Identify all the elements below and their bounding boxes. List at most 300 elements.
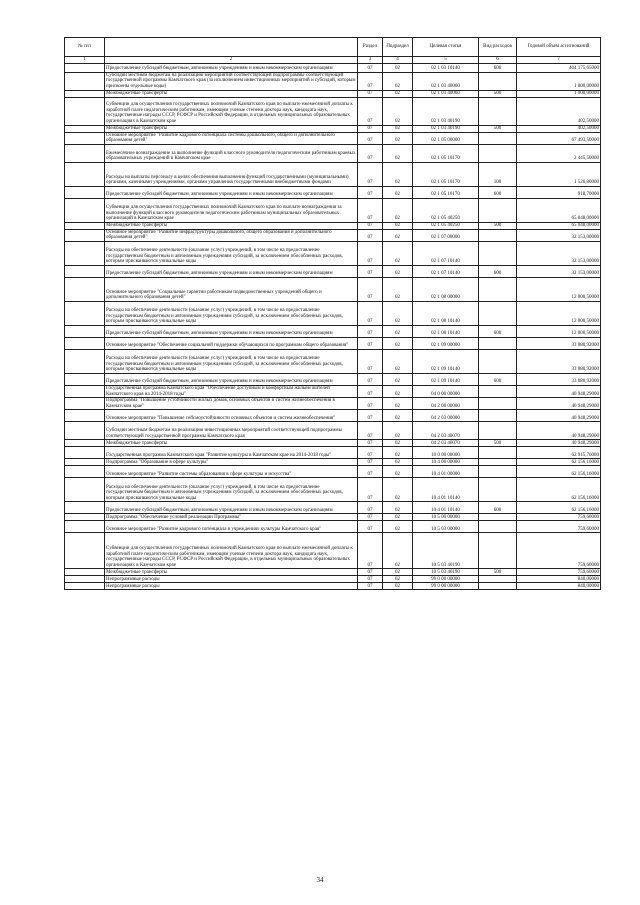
row-subsection: 02 (383, 514, 413, 521)
row-subsection: 02 (383, 277, 413, 301)
row-subsection: 02 (383, 466, 413, 478)
row-number (65, 398, 105, 410)
table-body (65, 63, 601, 590)
row-article: 99 0 00 00000 (413, 583, 479, 590)
table-row (65, 144, 601, 162)
row-article: 10 4 00 00000 (413, 459, 479, 466)
row-name: Подпрограмма "Образование в сфере культуры" (105, 459, 358, 466)
row-number (65, 229, 105, 241)
row-number (65, 125, 105, 132)
table-row (65, 349, 601, 373)
row-amount: 12 000,50000 (517, 325, 601, 337)
row-expense-type: 500 (479, 569, 517, 576)
row-amount: 840,00000 (517, 583, 601, 590)
row-number (65, 63, 105, 72)
row-number (65, 132, 105, 144)
row-article: 02 1 05 40250 (413, 222, 479, 229)
table-header-row (65, 38, 601, 57)
row-amount: 62 156,16000 (517, 466, 601, 478)
row-section: 07 (358, 447, 383, 459)
row-section: 07 (358, 385, 383, 397)
row-amount: 67 493,50000 (517, 132, 601, 144)
row-article: 02 1 07 00000 (413, 229, 479, 241)
row-name: Непрограммные расходы (105, 583, 358, 590)
row-section: 07 (358, 301, 383, 325)
row-section: 07 (358, 229, 383, 241)
row-amount: 840,00000 (517, 576, 601, 583)
row-article: 02 1 05 10170 (413, 186, 479, 198)
table-row (65, 325, 601, 337)
row-expense-type (479, 398, 517, 410)
row-subsection: 02 (383, 583, 413, 590)
row-section: 07 (358, 241, 383, 265)
table-row (65, 373, 601, 385)
table-row (65, 478, 601, 502)
row-article: 04 2 00 00000 (413, 398, 479, 410)
row-amount: 40 948,29000 (517, 440, 601, 447)
row-amount: 40 948,29000 (517, 422, 601, 440)
column-header-number: № п/п (65, 38, 105, 57)
row-subsection: 02 (383, 349, 413, 373)
table-row (65, 301, 601, 325)
row-expense-type (479, 583, 517, 590)
row-section: 07 (358, 521, 383, 533)
table-row (65, 533, 601, 569)
row-amount: 32 153,00000 (517, 241, 601, 265)
row-number (65, 583, 105, 590)
column-header-article: Целевая статья (413, 38, 479, 57)
table-row (65, 466, 601, 478)
row-subsection: 02 (383, 373, 413, 385)
row-article: 04 2 03 00000 (413, 410, 479, 422)
row-article: 10 4 01 10140 (413, 502, 479, 514)
row-expense-type (479, 144, 517, 162)
row-amount: 2 445,50000 (517, 144, 601, 162)
row-section: 07 (358, 440, 383, 447)
row-article: 02 1 05 10170 (413, 162, 479, 186)
row-amount: 404 175,65000 (517, 63, 601, 72)
row-article: 10 0 00 00000 (413, 447, 479, 459)
table-row (65, 162, 601, 186)
row-subsection: 02 (383, 440, 413, 447)
row-section: 07 (358, 222, 383, 229)
row-subsection: 02 (383, 301, 413, 325)
row-subsection: 02 (383, 385, 413, 397)
row-subsection: 02 (383, 222, 413, 229)
column-number: 4 (383, 57, 413, 64)
row-section: 07 (358, 198, 383, 222)
column-number: 2 (105, 57, 358, 64)
column-number: 1 (65, 57, 105, 64)
row-section: 07 (358, 162, 383, 186)
row-name: Основное мероприятие "Развитие системы образования в сфере культуры и искусства" (105, 466, 358, 478)
row-article: 02 1 05 00000 (413, 132, 479, 144)
row-section: 07 (358, 97, 383, 125)
row-expense-type (479, 132, 517, 144)
row-expense-type (479, 514, 517, 521)
row-article: 02 1 09 00000 (413, 337, 479, 349)
row-expense-type: 600 (479, 63, 517, 72)
row-subsection: 02 (383, 478, 413, 502)
column-header-subsection: Подраздел (383, 38, 413, 57)
row-number (65, 502, 105, 514)
row-amount: 32 153,00000 (517, 265, 601, 277)
row-expense-type: 500 (479, 90, 517, 97)
row-section: 07 (358, 265, 383, 277)
row-number (65, 410, 105, 422)
row-number (65, 514, 105, 521)
column-number: 5 (413, 57, 479, 64)
column-number-row (65, 57, 601, 64)
row-number (65, 466, 105, 478)
row-expense-type (479, 521, 517, 533)
row-subsection: 02 (383, 186, 413, 198)
row-subsection: 02 (383, 337, 413, 349)
table-row (65, 63, 601, 72)
row-name: Субвенции для осуществления государственных полномочий Камчатского края по выплате ежемесячной доплаты к заработной плате педагогическим работникам, имеющим ученые степени доктора наук, кандидата наук, государственные награды СССР, РСФСР и Российской Федерации, в отдельных муниципальных образовательных организациях в Камчатском крае (105, 97, 358, 125)
row-name: Расходы на выплаты персоналу в целях обеспечения выполнения функций государственными (муниципальными) органами, казенными учреждениями, органами управления государственными внебюджетными фондами (105, 162, 358, 186)
row-section: 07 (358, 337, 383, 349)
row-amount: 1 000,00000 (517, 72, 601, 90)
row-subsection: 02 (383, 265, 413, 277)
row-name: Основное мероприятие "Развитие кадрового потенциала в учреждениях культуры Камчатского края" (105, 521, 358, 533)
row-subsection: 02 (383, 72, 413, 90)
column-number: 6 (479, 57, 517, 64)
budget-allocation-table (64, 37, 601, 590)
row-number (65, 241, 105, 265)
row-expense-type (479, 447, 517, 459)
row-number (65, 222, 105, 229)
row-name: Межбюджетные трансферты (105, 222, 358, 229)
row-subsection: 02 (383, 198, 413, 222)
row-amount: 33 080,92000 (517, 373, 601, 385)
row-amount: 62 156,16000 (517, 478, 601, 502)
row-expense-type (479, 72, 517, 90)
row-amount: 40 948,29000 (517, 398, 601, 410)
row-article: 99 0 00 00000 (413, 576, 479, 583)
budget-table-sheet (64, 37, 600, 590)
row-article: 10 4 01 10140 (413, 478, 479, 502)
row-article: 10 5 03 40190 (413, 569, 479, 576)
row-number (65, 373, 105, 385)
row-name: Расходы на обеспечение деятельности (оказание услуг) учреждений, в том числе на предоставление государственным бюджетным и автономным учреждениям субсидий, за исключением обособленных расходов, которым присваиваются уникальные коды (105, 349, 358, 373)
row-name: Предоставление субсидий бюджетным, автономным учреждениям и иным некоммерческим организациям (105, 186, 358, 198)
row-number (65, 422, 105, 440)
row-article: 02 1 03 40190 (413, 97, 479, 125)
row-number (65, 385, 105, 397)
row-expense-type (479, 241, 517, 265)
row-section: 07 (358, 277, 383, 301)
row-article: 02 1 07 10140 (413, 265, 479, 277)
row-amount: 12 000,50000 (517, 301, 601, 325)
row-expense-type (479, 466, 517, 478)
row-number (65, 533, 105, 569)
row-name: Основное мероприятие "Развитие кадрового потенциала системы дошкольного, общего и дополнительного образования детей" (105, 132, 358, 144)
row-article: 10 5 00 00000 (413, 514, 479, 521)
row-amount: 402,50000 (517, 125, 601, 132)
table-row (65, 447, 601, 459)
row-amount: 1 000,00000 (517, 90, 601, 97)
row-name: Межбюджетные трансферты (105, 440, 358, 447)
table-row (65, 583, 601, 590)
row-article: 02 1 08 10140 (413, 325, 479, 337)
row-expense-type: 600 (479, 186, 517, 198)
row-subsection: 02 (383, 569, 413, 576)
row-name: Расходы на обеспечение деятельности (оказание услуг) учреждений, в том числе на предоставление государственным бюджетным и автономным учреждениям субсидий, за исключением обособленных расходов, которым присваиваются уникальные коды (105, 478, 358, 502)
table-row (65, 72, 601, 90)
row-section: 07 (358, 373, 383, 385)
row-expense-type: 600 (479, 265, 517, 277)
row-article: 04 0 00 00000 (413, 385, 479, 397)
row-amount: 62 156,16000 (517, 502, 601, 514)
row-number (65, 521, 105, 533)
table-row (65, 125, 601, 132)
column-number: 7 (517, 57, 601, 64)
row-subsection: 02 (383, 63, 413, 72)
row-article: 02 1 08 00000 (413, 277, 479, 301)
row-number (65, 440, 105, 447)
row-subsection: 02 (383, 422, 413, 440)
table-row (65, 186, 601, 198)
row-amount: 759,60000 (517, 569, 601, 576)
row-article: 10 5 03 40190 (413, 533, 479, 569)
row-number (65, 97, 105, 125)
table-row (65, 459, 601, 466)
row-name: Межбюджетные трансферты (105, 569, 358, 576)
row-article: 02 1 07 10140 (413, 241, 479, 265)
row-subsection: 02 (383, 241, 413, 265)
row-section: 07 (358, 186, 383, 198)
row-number (65, 265, 105, 277)
row-section: 07 (358, 502, 383, 514)
row-number (65, 90, 105, 97)
row-name: Субсидии местным бюджетам на реализацию мероприятий соответствующей подпрограммы соответствующей государственной программы Камчатского края (за исключением инвестиционных мероприятий и субсидий, которым присвоены отдельные коды) (106, 72, 356, 89)
row-number (65, 162, 105, 186)
row-subsection: 02 (383, 132, 413, 144)
column-header-name (105, 38, 358, 57)
row-article: 04 2 03 40070 (413, 422, 479, 440)
row-expense-type: 100 (479, 162, 517, 186)
row-number (65, 198, 105, 222)
row-expense-type (479, 533, 517, 569)
row-name: Предоставление субсидий бюджетным, автономным учреждениям и иным некоммерческим организациям (105, 265, 358, 277)
row-name: Непрограммные расходы (105, 576, 358, 583)
table-row (65, 410, 601, 422)
row-amount: 33 080,92000 (517, 349, 601, 373)
table-row (65, 229, 601, 241)
row-article: 02 1 03 40060 (413, 72, 479, 90)
row-number (65, 144, 105, 162)
row-section: 07 (358, 132, 383, 144)
row-name: Основное мероприятие "Социальные гарантии работникам подведомственных учреждений общего и дополнительного образования детей" (105, 277, 358, 301)
row-name: Предоставление субсидий бюджетным, автономным учреждениям и иным некоммерческим организациям (105, 373, 358, 385)
row-expense-type (479, 410, 517, 422)
row-subsection: 02 (383, 144, 413, 162)
row-name: Субвенции для осуществления государственных полномочий Камчатского края по выплате вознаграждения за выполнение функций классного руководителя педагогическим работникам муниципальных образовательных организаций в Камчатском крае (105, 198, 358, 222)
row-subsection: 02 (383, 229, 413, 241)
row-expense-type (479, 422, 517, 440)
row-expense-type: 500 (479, 125, 517, 132)
table-row (65, 385, 601, 397)
row-amount: 65 048,00000 (517, 198, 601, 222)
table-row (65, 90, 601, 97)
row-name: Межбюджетные трансферты (105, 90, 358, 97)
row-subsection: 02 (383, 325, 413, 337)
row-number (65, 459, 105, 466)
table-row (65, 265, 601, 277)
row-number (65, 447, 105, 459)
row-article: 02 1 05 10170 (413, 144, 479, 162)
row-expense-type: 600 (479, 325, 517, 337)
row-subsection: 02 (383, 410, 413, 422)
row-number (65, 277, 105, 301)
row-name: Подпрограмма "Обеспечение условий реализации Программы" (105, 514, 358, 521)
row-section: 07 (358, 125, 383, 132)
row-section: 07 (358, 410, 383, 422)
row-expense-type (479, 229, 517, 241)
row-expense-type (479, 349, 517, 373)
row-expense-type (479, 198, 517, 222)
row-subsection: 02 (383, 162, 413, 186)
row-section: 07 (358, 459, 383, 466)
row-expense-type: 600 (479, 502, 517, 514)
table-row (65, 514, 601, 521)
row-section: 07 (358, 533, 383, 569)
row-article: 02 1 03 40190 (413, 125, 479, 132)
row-section: 07 (358, 72, 383, 90)
row-article: 02 1 05 40250 (413, 198, 479, 222)
table-row (65, 521, 601, 533)
table-row (65, 576, 601, 583)
row-section: 07 (358, 144, 383, 162)
row-name: Основное мероприятие "Развитие инфраструктуры дошкольного, общего образования и дополнительного образования детей" (105, 229, 358, 241)
table-row (65, 337, 601, 349)
row-number (65, 325, 105, 337)
row-article: 10 4 01 00000 (413, 466, 479, 478)
table-row (65, 440, 601, 447)
row-subsection: 02 (383, 447, 413, 459)
row-section: 07 (358, 576, 383, 583)
row-section: 07 (358, 398, 383, 410)
row-article: 02 1 09 10140 (413, 349, 479, 373)
row-name: Расходы на обеспечение деятельности (оказание услуг) учреждений, в том числе на предоставление государственным бюджетным и автономным учреждениям субсидий, за исключением обособленных расходов, которым присваиваются уникальные коды (105, 301, 358, 325)
row-subsection: 02 (383, 576, 413, 583)
row-name: Субвенции для осуществления государственных полномочий Камчатского края по выплате ежемесячной доплаты к заработной плате педагогическим работникам, имеющим ученые степени доктора наук, кандидата наук, государственные награды СССР, РСФСР и Российской Федерации, в отдельных муниципальных образовательных организациях в Камчатском крае (105, 533, 358, 569)
row-expense-type (479, 277, 517, 301)
row-expense-type (479, 337, 517, 349)
column-header-section: Раздел (358, 38, 383, 57)
row-section: 07 (358, 478, 383, 502)
row-subsection: 02 (383, 459, 413, 466)
row-amount: 402,50000 (517, 97, 601, 125)
row-expense-type: 500 (479, 440, 517, 447)
row-amount: 1 526,80000 (517, 162, 601, 186)
row-number (65, 301, 105, 325)
row-section: 07 (358, 90, 383, 97)
row-amount: 759,60000 (517, 533, 601, 569)
row-expense-type (479, 97, 517, 125)
column-number: 3 (358, 57, 383, 64)
row-article: 02 1 03 40060 (413, 90, 479, 97)
row-section: 07 (358, 569, 383, 576)
row-expense-type (479, 301, 517, 325)
row-number (65, 72, 105, 90)
row-subsection: 02 (383, 125, 413, 132)
row-expense-type (479, 385, 517, 397)
row-subsection: 02 (383, 398, 413, 410)
row-amount: 759,60000 (517, 514, 601, 521)
row-name: Подпрограмма "Повышение устойчивости жилых домов, основных объектов и систем жизнеобеспечения в Камчатском крае" (105, 398, 358, 410)
row-section: 07 (358, 422, 383, 440)
row-section: 07 (358, 514, 383, 521)
row-section: 07 (358, 63, 383, 72)
table-row (65, 97, 601, 125)
row-amount: 32 153,00000 (517, 229, 601, 241)
row-name: Субсидии местным бюджетам на реализацию инвестиционных мероприятий соответствующей подпрограммы соответствующей государственной программы Камчатского края (105, 422, 358, 440)
row-expense-type (479, 478, 517, 502)
row-name: Государственная программа Камчатского края "Обеспечение доступным и комфортным жильем жителей Камчатского края на 2014-2018 годы" (105, 385, 358, 397)
row-expense-type (479, 459, 517, 466)
row-article: 02 1 09 10140 (413, 373, 479, 385)
row-amount: 759,60000 (517, 521, 601, 533)
row-amount: 918,70000 (517, 186, 601, 198)
row-name: Межбюджетные трансферты (105, 125, 358, 132)
table-row (65, 241, 601, 265)
row-section: 07 (358, 325, 383, 337)
row-amount: 40 948,29000 (517, 410, 601, 422)
row-subsection: 02 (383, 533, 413, 569)
row-number (65, 337, 105, 349)
row-number (65, 569, 105, 576)
row-subsection: 02 (383, 90, 413, 97)
row-subsection: 02 (383, 97, 413, 125)
row-amount: 62 156,16000 (517, 459, 601, 466)
row-name: Основное мероприятие "Повышение сейсмоустойчивости основных объектов и систем жизнеобеспечения" (105, 410, 358, 422)
row-expense-type (479, 576, 517, 583)
row-name: Расходы на обеспечение деятельности (оказание услуг) учреждений, в том числе на предоставление государственным бюджетным и автономным учреждениям субсидий, за исключением обособленных расходов, которым присваиваются уникальные коды (105, 241, 358, 265)
row-number (65, 186, 105, 198)
page-number: 34 (316, 876, 324, 884)
table-row (65, 132, 601, 144)
row-subsection: 02 (383, 521, 413, 533)
row-name: Государственная программа Камчатского края "Развитие культуры в Камчатском крае на 2014-2018 годы" (105, 447, 358, 459)
row-amount: 12 000,50000 (517, 277, 601, 301)
row-section: 07 (358, 583, 383, 590)
table-row (65, 422, 601, 440)
row-section: 07 (358, 349, 383, 373)
row-section: 07 (358, 466, 383, 478)
row-amount: 33 080,92000 (517, 337, 601, 349)
row-amount: 62 915,76000 (517, 447, 601, 459)
table-row (65, 198, 601, 222)
row-amount: 65 048,00000 (517, 222, 601, 229)
table-row (65, 277, 601, 301)
table-row (65, 222, 601, 229)
row-name: Предоставление субсидий бюджетным, автономным учреждениям и иным некоммерческим организациям (105, 63, 358, 72)
row-article: 02 1 08 10140 (413, 301, 479, 325)
column-header-amount: Годовой объем ассигнований (517, 38, 601, 57)
row-number (65, 349, 105, 373)
row-name: Предоставление субсидий бюджетным, автономным учреждениям и иным некоммерческим организациям (105, 502, 358, 514)
table-row (65, 398, 601, 410)
row-subsection: 02 (383, 502, 413, 514)
column-header-expense-type: Вид расходов (479, 38, 517, 57)
row-article: 04 2 03 40070 (413, 440, 479, 447)
row-expense-type: 500 (479, 222, 517, 229)
row-expense-type: 600 (479, 373, 517, 385)
table-row (65, 502, 601, 514)
table-row (65, 569, 601, 576)
